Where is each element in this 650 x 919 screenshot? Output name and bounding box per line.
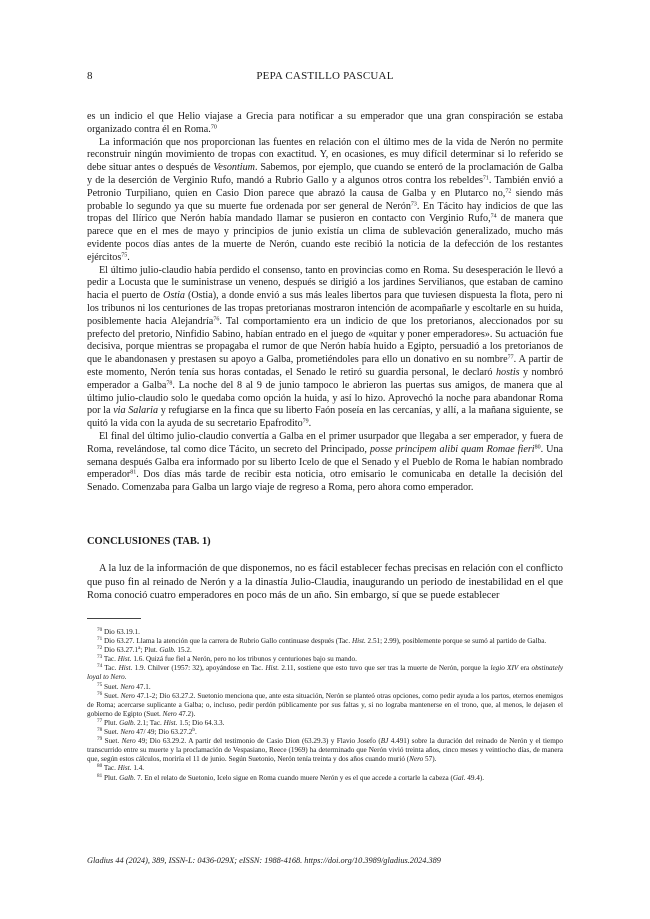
footnote-italic: Hist.: [117, 764, 132, 773]
footnote-text: 47.2).: [176, 709, 196, 718]
p4-text-a: El final del último julio-claudio convertía a Galba en el primer usurpador que llegaba a ser emperador, y fuera de Roma, revelándose, tal como dice Tácito, un secreto del Principado,: [87, 430, 563, 455]
footnote-text: 47/ 49; Dio 63.27.2: [134, 728, 193, 737]
p4-italic-a: posse principem alibi quam Romae fieri: [369, 443, 535, 455]
footnote-italic: Galb.: [119, 773, 136, 782]
footnote-number: 71: [97, 636, 103, 643]
p2-text-g: .: [127, 251, 130, 263]
footnote-text: 2.51; 2.99), posiblemente porque se sumó al partido de Galba.: [365, 637, 547, 646]
p2-text-d: siendo más probable lo segundo ya que su muerte fue ordenada por ser general de Nerón: [87, 187, 563, 212]
footnote-ref[interactable]: 70: [210, 124, 217, 131]
footnote-text: 2.11, sostiene que esto tuvo que ser tras la muerte de Nerón, porque la: [279, 664, 491, 673]
p2-text-b: . Sabemos, por ejemplo, que cuando se enteró de la proclamación de Galba y de la deserción de Verginio Rufo, mandó a Rubrio Gallo y a algunos otros contra los rebeldes: [87, 162, 563, 186]
footnote-number: 77: [97, 718, 103, 725]
p4-text-b: . Una semana después Galba era informado por su liberto Icelo de que el Senado y el Pueblo de Roma le habían nombrado emperador: [87, 443, 564, 481]
footnote-number: 70: [97, 627, 103, 634]
footnote-72: [87, 646, 563, 655]
footnote-italic: Galb.: [159, 646, 176, 655]
p3-italic-a: Ostia: [163, 290, 185, 302]
page-footer: Gladius 44 (2024), 389, ISSN-L: 0436-029X; eISSN: 1988-4168. https://doi.org/10.3989/gladius.2024.389: [87, 856, 441, 865]
footnote-text: 47.1.: [134, 682, 151, 691]
page-number: 8: [87, 70, 93, 82]
footnote-number: 81: [97, 772, 103, 779]
footnote-ref[interactable]: 78: [166, 380, 173, 387]
footnote-text: Dio 63.27. Llama la atención que la carrera de Rubrio Gallo continuase después (Tac.: [103, 637, 352, 646]
p3-text-f: . La noche del 8 al 9 de junio tampoco le abrieron las puertas sus amigos, de manera que al último julio-claudio solo le quedaba como opción la huida, y así lo hizo. Aprovechó la noche para abandonar Roma por la: [87, 379, 563, 417]
footnote-71: [87, 637, 563, 646]
body-text: [87, 111, 563, 495]
footnote-italic: Hist.: [351, 637, 366, 646]
page-header: [87, 70, 563, 84]
footnote-text: 1.9. Chilver (1957: 32), apoyándose en Tac.: [132, 664, 266, 673]
p3-text-d: . A partir de este momento, Nerón tenía sus horas contadas, el Senado le retiró su guardia personal, le declaró: [87, 354, 563, 378]
p2-text-e: . En Tácito hay indicios de que las tropas del Ilírico que Nerón había mandado llamar se pusieron en contacto con Verginio Rufo,: [87, 200, 563, 225]
footnote-italic: Nero: [409, 755, 424, 764]
footnotes: [87, 628, 563, 783]
p1-text: es un indicio el que Helio viajase a Grecia para notificar a su emperador que una gran conspiración se estaba organizado contra él en Roma.: [87, 111, 563, 135]
p4-text-c: . Dos días más tarde de recibir esta noticia, otro emisario le comunicaba en detalle la decisión del Senado. Comenzaba para Galba un largo viaje de regreso a Roma, pero ahora como emperador.: [87, 469, 563, 494]
footnote-text: ; Plut.: [140, 646, 160, 655]
footnote-italic: Galb.: [119, 718, 136, 727]
footnote-text: Suet.: [104, 737, 122, 746]
footnote-italic: Hist.: [117, 655, 132, 664]
footnote-italic: Nero: [120, 682, 135, 691]
footnote-ref[interactable]: 75: [121, 252, 128, 259]
p2-text-c: . También envió a Petronio Turpiliano, quien en Casio Dion parece que abrazó la causa de Galba y en Plutarco no,: [87, 174, 563, 199]
footnote-text: 1.5; Dio 64.3.3.: [177, 718, 225, 727]
footnote-ref[interactable]: 81: [130, 469, 137, 476]
footnote-italic: Hist.: [265, 664, 280, 673]
paragraph-3: [87, 265, 563, 431]
footnote-77: [87, 719, 563, 728]
footnote-number: 73: [97, 654, 103, 661]
footnote-text: Dio 63.27.1: [103, 646, 139, 655]
footnote-text: 1.4.: [131, 764, 145, 773]
p2-text-f: de manera que parece que en el mes de mayo y principios de junio existía un clima de sublevación generalizado, mucho más evidente pocos días antes de la muerte de Nerón, cuando este recibió la noticia de la defección de los restantes ejércitos: [87, 213, 563, 263]
paragraph-2: [87, 137, 563, 265]
footnote-number: 72: [97, 645, 103, 652]
footnote-text: Plut.: [103, 718, 120, 727]
footnote-italic: Nero: [120, 728, 135, 737]
p2-text-a: La información que nos proporcionan las fuentes en relación con el último mes de la vida de Nerón no permite reconstruir ningún movimiento de tropas con exactitud. Y, en ocasiones, es muy difícil determinar si lo referido se debe situar antes o después de: [87, 136, 563, 174]
footnote-text: Plut.: [103, 773, 120, 782]
footnote-ref[interactable]: 79: [302, 418, 309, 425]
footnote-italic: Gal.: [452, 773, 466, 782]
footnote-text: Tac.: [103, 655, 118, 664]
p3-text-e: y nombró emperador a Galba: [87, 366, 564, 391]
p3-italic-d: hostis: [495, 366, 520, 378]
conclusions-text: [87, 562, 563, 603]
footnote-76: [87, 692, 563, 719]
footnote-italic: legio XIV: [490, 664, 519, 673]
footnote-text: Tac.: [103, 764, 118, 773]
p3-text-c: . Tal comportamiento era un indicio de que los pretorianos, aleccionados por su prefecto del pretorio, Ninfidio Sabino, habían entrado en el juego de «quitar y poner emperadores». Su actuación fue decisiva, porque mientras se propagaba el rumor de que Nerón había huido a Egipto, persuadió a los pretorianos de que le abandonasen y prestasen su apoyo a Galba, prometiéndoles para ello un donativo en su nombre: [87, 315, 564, 366]
conclusions-paragraph: A la luz de la información de que disponemos, no es fácil establecer fechas precisas en relación con el conflicto que puso fin al reinado de Nerón y a la dinastía Julio-Claudia, inaugurando un periodo de inestabilidad en el que Roma conoció cuatro emperadores en poco más de un año. Sin embargo, sí que se puede establecer: [87, 563, 563, 602]
footnote-text: 1.6. Quizá fue fiel a Nerón, pero no los tribunos y centuriones bajo su mando.: [131, 655, 357, 664]
p3-text-h: .: [308, 418, 312, 430]
footnote-75: [87, 683, 563, 692]
footnote-text: 57).: [423, 755, 437, 764]
p2-italic-a: Vesontium: [213, 162, 255, 174]
footnote-ref[interactable]: 71: [482, 175, 489, 182]
footnote-ref[interactable]: 72: [505, 188, 512, 195]
footnote-italic: Nero: [162, 709, 177, 718]
footnote-text: 2.1; Tac.: [135, 718, 164, 727]
paragraph-1: [87, 111, 563, 137]
footnote-number: 76: [97, 690, 103, 697]
footnote-italic: obstinately loyal to Nero: [87, 664, 564, 682]
footnote-superscript: b: [192, 727, 195, 734]
running-title: PEPA CASTILLO PASCUAL: [256, 70, 394, 82]
footnote-italic: Hist.: [163, 718, 178, 727]
footnote-italic: BJ: [380, 737, 389, 746]
p3-text-g: y refugiarse en la finca que su liberto Faón poseía en las cercanías, y allí, a la mañana siguiente, se quitó la vida con la ayuda de su secretario Epafrodito: [87, 405, 563, 430]
footnote-text: Dio 63.19.1.: [103, 628, 140, 636]
footnote-ref[interactable]: 77: [507, 354, 514, 361]
footnote-ref[interactable]: 80: [534, 444, 541, 451]
footnote-74: [87, 664, 563, 682]
footnote-number: 75: [97, 681, 103, 688]
footnote-text: Suet.: [103, 682, 121, 691]
footnote-ref[interactable]: 76: [213, 316, 220, 323]
footnote-ref[interactable]: 73: [410, 201, 417, 208]
footnote-number: 80: [97, 763, 103, 770]
footnote-italic: Nero: [121, 737, 136, 746]
footnote-text: .: [124, 673, 127, 682]
paragraph-4: [87, 431, 563, 495]
p3-text-a: El último julio-claudio había perdido el consenso, tanto en provincias como en Roma. Su desesperación le llevó a pedir a Locusta que le suministrase un veneno, después se dirigió a los jardines Servilianos, que estaban de camino hacia el puerto de: [87, 264, 563, 302]
footnote-73: [87, 655, 563, 664]
footnote-italic: Nero: [120, 691, 135, 700]
p3-text-b: (Ostia), a donde envió a sus más leales libertos para que tuviesen dispuesta la flota, pero ni los tribunos ni los centuriones de las tropas pretorianas mostraron intención de acompañarle y escoltarle en su huida, posiblemente hacia Alejandría: [87, 290, 563, 327]
footnote-ref[interactable]: 74: [490, 213, 497, 220]
footnote-text: Tac.: [104, 664, 119, 673]
footnote-70: [87, 628, 563, 637]
footnote-79: [87, 737, 563, 764]
footnote-text: era: [518, 664, 532, 673]
footnote-superscript: a: [138, 645, 141, 652]
footnote-text: 47.1-2; Dio 63.27.2. Suetonio menciona que, ante esta situación, Nerón se planteó otras opciones, como pedir ayuda a los partos, eternos enemigos de Roma; acercarse suplicante a Galba; o, incluso, pedir perdón públicamente por sus faltas y, si no lograba mantenerse en el trono, que, al menos, le dejasen el gobierno de Egipto (Suet.: [87, 691, 564, 718]
footnote-80: [87, 764, 563, 773]
footnote-text: 15.2.: [175, 646, 192, 655]
footnote-text: 49.4).: [465, 773, 485, 782]
footnote-number: 79: [97, 736, 103, 743]
footnote-divider: [87, 618, 141, 619]
footnote-78: [87, 728, 563, 737]
footnote-italic: Hist.: [118, 664, 133, 673]
section-title: CONCLUSIONES (TAB. 1): [87, 536, 211, 547]
footnote-text: 49; Dio 63.29.2. A partir del testimonio de Casio Dion (63.29.3) y Flavio Josefo (: [135, 737, 381, 746]
footnote-text: Suet.: [103, 728, 121, 737]
footnote-text: 4.491) sobre la duración del reinado de Nerón y el tiempo transcurrido entre su muerte y la proclamación de Vespasiano, Reece (1969) ha determinado que Nerón vivió treinta años, cinco meses y veintiocho días, de manera que, según estos cálculos, moriría el 11 de junio. Según Suetonio, Nerón tenía treinta y dos años cuando murió (: [87, 737, 564, 764]
p3-italic-f: via Salaria: [113, 405, 159, 417]
footnote-number: 74: [97, 663, 103, 670]
footnote-text: 7. En el relato de Suetonio, Icelo sigue en Roma cuando muere Nerón y es el que accede a cortarle la cabeza (: [135, 773, 453, 782]
footnote-number: 78: [97, 727, 103, 734]
footnote-text: Suet.: [104, 691, 121, 700]
footnote-text: .: [194, 728, 197, 737]
footnote-81: [87, 774, 563, 783]
